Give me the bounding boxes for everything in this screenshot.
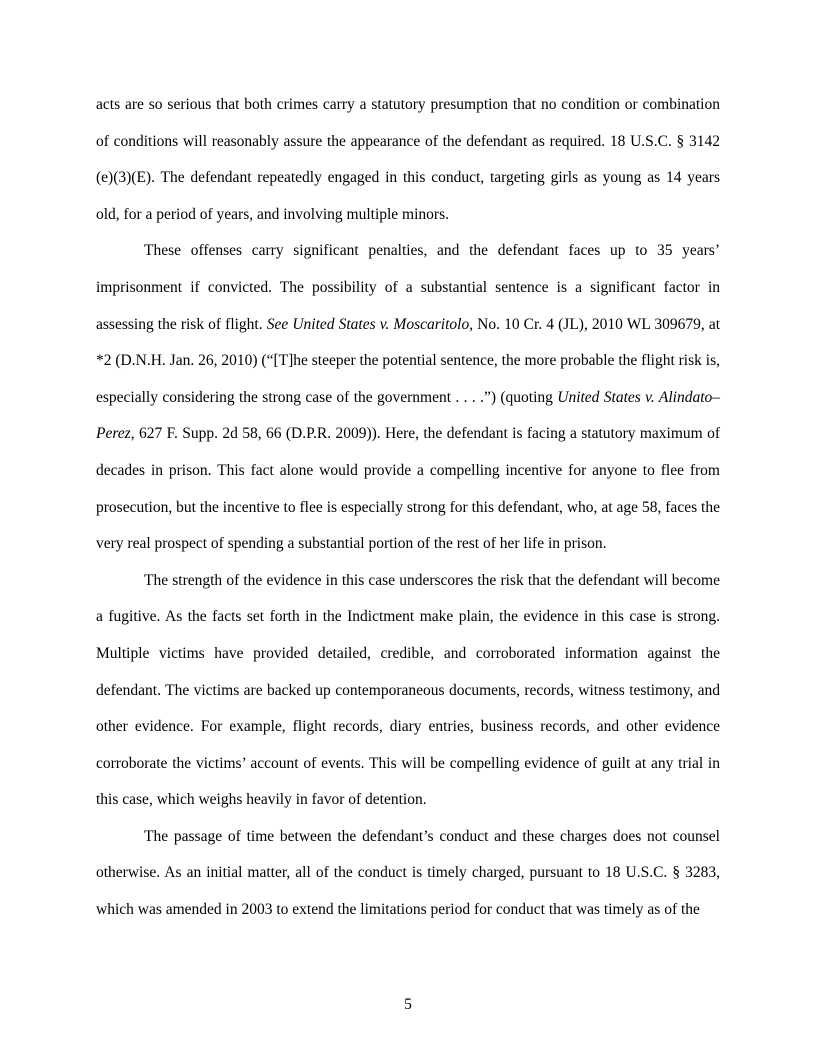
paragraph-2-text-c: , 627 F. Supp. 2d 58, 66 (D.P.R. 2009)). Here, the defendant is facing a statutory maximum of decades in prison. This fact alone would provide a compelling incentive for anyone to flee from prosecution, but the incentive to flee is especially strong for this defendant, who, at age 58, faces the very real prospect of spending a substantial portion of the rest of her life in prison. [96, 425, 720, 553]
paragraph-3-text: The strength of the evidence in this case underscores the risk that the defendant will become a fugitive. As the facts set forth in the Indictment make plain, the evidence in this case is strong. Multiple victims have provided detailed, credible, and corroborated information against the defendant. The victims are backed up contemporaneous documents, records, witness testimony, and other evidence. For example, flight records, diary entries, business records, and other evidence corroborate the victims’ account of events. This will be compelling evidence of guilt at any trial in this case, which weighs heavily in favor of detention. [96, 571, 720, 809]
paragraph-4 [96, 819, 720, 929]
paragraph-2-text-a: These offenses carry significant penalties, and the defendant faces up to 35 years’ imprisonment if convicted. The possibility of a substantial sentence is a significant factor in assessing the risk of flight. [96, 242, 720, 333]
document-body [96, 87, 720, 929]
paragraph-2 [96, 233, 720, 562]
case-citation-alindato-perez: United States v. Alindato–Perez [96, 388, 720, 443]
paragraph-1-text: acts are so serious that both crimes carry a statutory presumption that no condition or combination of conditions will reasonably assure the appearance of the defendant as required. 18 U.S.C. § 3142 (e)(3)(E). The defendant repeatedly engaged in this conduct, targeting girls as young as 14 years old, for a period of years, and involving multiple minors. [96, 96, 720, 223]
page-number: 5 [404, 996, 412, 1013]
paragraph-3 [96, 563, 720, 819]
paragraph-2-text-b: , No. 10 Cr. 4 (JL), 2010 WL 309679, at *2 (D.N.H. Jan. 26, 2010) (“[T]he steeper the potential sentence, the more probable the flight risk is, especially considering the strong case of the government . . . .”) (quoting [96, 315, 721, 406]
paragraph-1 [96, 87, 720, 233]
paragraph-4-text: The passage of time between the defendant’s conduct and these charges does not counsel otherwise. As an initial matter, all of the conduct is timely charged, pursuant to 18 U.S.C. § 3283, which was amended in 2003 to extend the limitations period for conduct that was timely as of the [96, 827, 720, 919]
case-citation-moscaritolo: See United States v. Moscaritolo [266, 315, 470, 333]
